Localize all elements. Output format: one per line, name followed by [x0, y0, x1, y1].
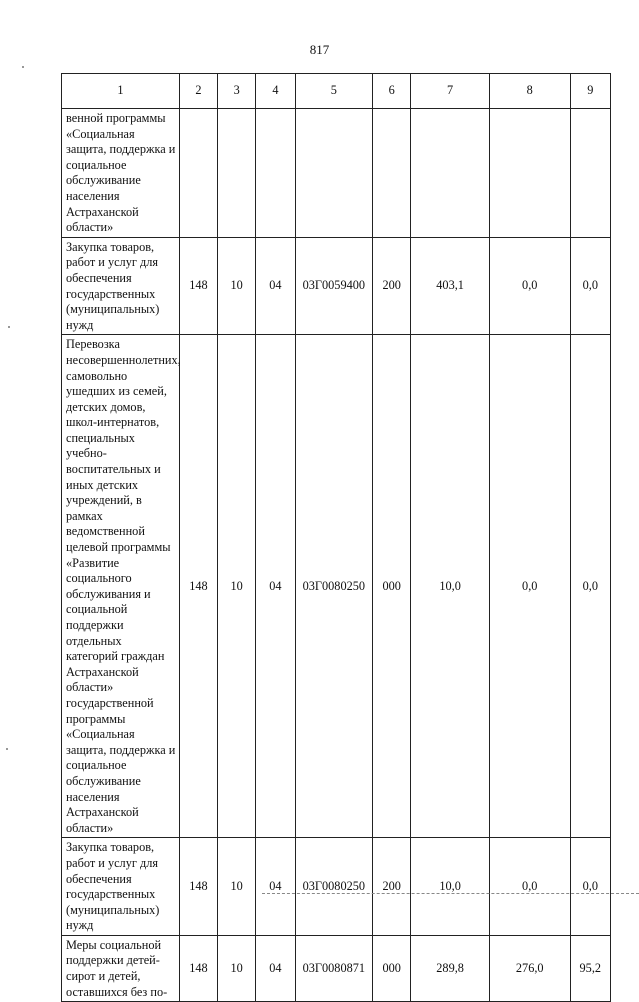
header-cell-4: 4 [256, 74, 295, 109]
table-row [62, 109, 611, 238]
cell-col7: 289,8 [411, 935, 490, 1001]
row-description: Закупка товаров, работ и услуг для обеспечения государственных (муниципальных) нужд [62, 838, 180, 936]
header-cell-7: 7 [411, 74, 490, 109]
table-row [62, 335, 611, 838]
scan-artifact-dot [8, 326, 10, 328]
header-cell-3: 3 [218, 74, 256, 109]
cell-col5 [295, 109, 373, 238]
table-row [62, 935, 611, 1001]
cell-col4 [256, 109, 295, 238]
cell-col8: 276,0 [489, 935, 570, 1001]
cell-col6: 000 [373, 335, 411, 838]
scan-artifact-dot [6, 748, 8, 750]
cell-col7: 10,0 [411, 335, 490, 838]
cell-col3: 10 [218, 237, 256, 335]
cell-col5: 03Г0080250 [295, 335, 373, 838]
cell-col9 [570, 109, 610, 238]
cell-col9: 95,2 [570, 935, 610, 1001]
page-number: 817 [309, 42, 330, 57]
cell-col5: 03Г0059400 [295, 237, 373, 335]
cell-col8: 0,0 [489, 335, 570, 838]
cell-col2 [179, 109, 217, 238]
cell-col3 [218, 109, 256, 238]
cell-col9: 0,0 [570, 838, 610, 936]
budget-table [61, 73, 611, 1002]
table-row [62, 838, 611, 936]
table-row [62, 237, 611, 335]
cell-col7: 403,1 [411, 237, 490, 335]
scan-artifact-dot [22, 66, 24, 68]
cell-col3: 10 [218, 335, 256, 838]
header-cell-6: 6 [373, 74, 411, 109]
cell-col8: 0,0 [489, 838, 570, 936]
cell-col8 [489, 109, 570, 238]
header-cell-5: 5 [295, 74, 373, 109]
cell-col2: 148 [179, 237, 217, 335]
cell-col4: 04 [256, 335, 295, 838]
cell-col6: 200 [373, 838, 411, 936]
cell-col8: 0,0 [489, 237, 570, 335]
cell-col2: 148 [179, 838, 217, 936]
cell-col9: 0,0 [570, 237, 610, 335]
cell-col9: 0,0 [570, 335, 610, 838]
row-description: Закупка товаров, работ и услуг для обеспечения государственных (муниципальных) нужд [62, 237, 180, 335]
scan-footer-line [262, 893, 639, 894]
cell-col3: 10 [218, 935, 256, 1001]
cell-col6: 200 [373, 237, 411, 335]
cell-col2: 148 [179, 335, 217, 838]
cell-col7: 10,0 [411, 838, 490, 936]
row-description: Перевозка несовершеннолетних, самовольно ушедших из семей, детских домов, школ-интернатов, специальных учебно-воспитательных и иных детских учреждений, в рамках ведомственной целевой программы «Развитие социального обслуживания и социальной поддержки отдельных категорий граждан Астраханской области» государственной программы «Социальная защита, поддержка и социальное обслуживание населения Астраханской области» [62, 335, 180, 838]
cell-col2: 148 [179, 935, 217, 1001]
cell-col7 [411, 109, 490, 238]
cell-col4: 04 [256, 237, 295, 335]
header-cell-8: 8 [489, 74, 570, 109]
cell-col6: 000 [373, 935, 411, 1001]
header-cell-1: 1 [62, 74, 180, 109]
cell-col4: 04 [256, 935, 295, 1001]
row-description: венной программы «Социальная защита, поддержка и социальное обслуживание населения Астраханской области» [62, 109, 180, 238]
cell-col3: 10 [218, 838, 256, 936]
cell-col6 [373, 109, 411, 238]
cell-col4: 04 [256, 838, 295, 936]
header-cell-9: 9 [570, 74, 610, 109]
cell-col5: 03Г0080250 [295, 838, 373, 936]
header-cell-2: 2 [179, 74, 217, 109]
row-description: Меры социальной поддержки детей-сирот и детей, оставшихся без по- [62, 935, 180, 1001]
cell-col5: 03Г0080871 [295, 935, 373, 1001]
table-header-row [62, 74, 611, 109]
